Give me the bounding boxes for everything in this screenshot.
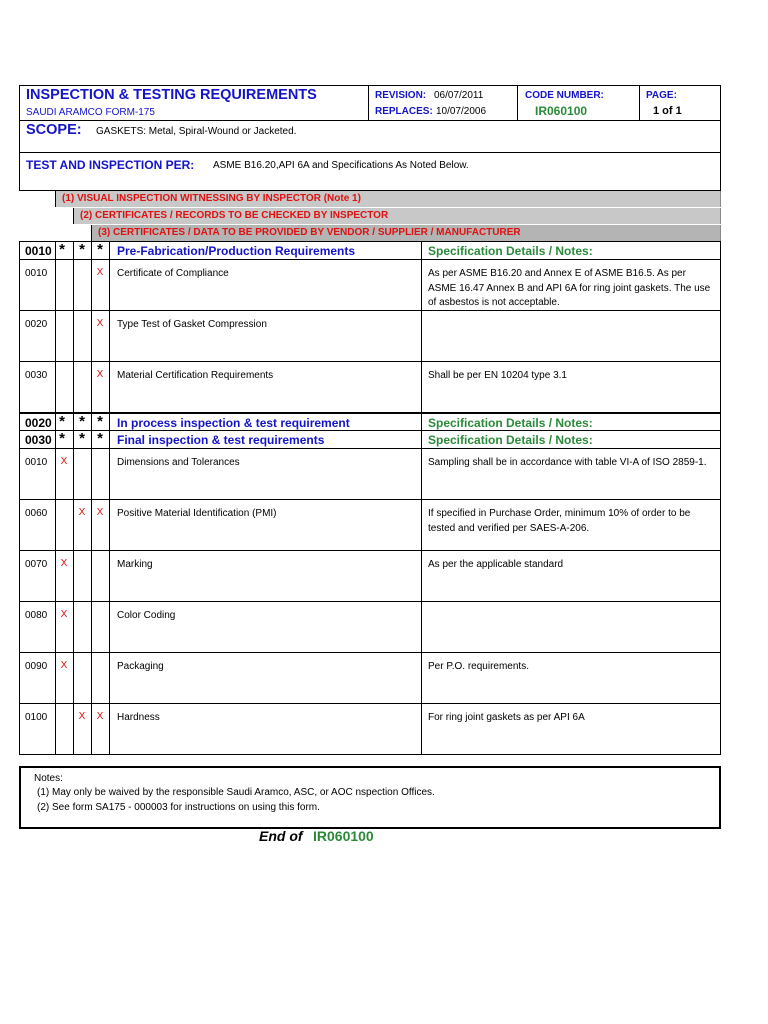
revision-label: REVISION: (375, 90, 427, 101)
form-name: SAUDI ARAMCO FORM-175 (26, 107, 155, 118)
replaces-value: 10/07/2006 (436, 106, 487, 117)
section-title: In process inspection & test requirement (117, 416, 350, 430)
x-mark-col3: X (96, 318, 104, 329)
row-code: 0100 (25, 712, 48, 723)
section-spec-title: Specification Details / Notes: (428, 433, 593, 447)
revision-value: 06/07/2011 (434, 90, 484, 101)
table-row (19, 551, 721, 602)
table-row (19, 260, 721, 311)
star-icon: * (59, 413, 65, 430)
notes-box (19, 766, 721, 829)
x-mark-col2: X (78, 507, 86, 518)
row-code: 0010 (25, 268, 48, 279)
row-code: 0080 (25, 610, 48, 621)
row-item: Dimensions and Tolerances (117, 457, 240, 468)
header-divider (517, 86, 518, 121)
code-number-value: IR060100 (535, 104, 588, 118)
page-label: PAGE: (646, 90, 677, 101)
row-item: Type Test of Gasket Compression (117, 319, 267, 330)
notes-title: Notes: (34, 773, 63, 784)
test-per-row (19, 153, 721, 191)
requirements-table (19, 241, 721, 753)
x-mark-col1: X (60, 558, 68, 569)
form-header (19, 85, 721, 121)
legend-bar-1 (55, 191, 721, 207)
row-note: As per ASME B16.20 and Annex E of ASME B16.5. As per ASME 16.47 Annex B and API 6A for ring joint gaskets. The use of asbestos is not acceptable. (428, 268, 711, 308)
note-1: (1) May only be waived by the responsible Saudi Aramco, ASC, or AOC nspection Offices. (37, 787, 435, 798)
scope-row (19, 121, 721, 153)
section-code: 0030 (25, 433, 52, 447)
row-code: 0020 (25, 319, 48, 330)
row-note: As per the applicable standard (428, 559, 564, 570)
table-row (19, 500, 721, 551)
note-2: (2) See form SA175 - 000003 for instructions on using this form. (37, 802, 320, 813)
row-code: 0060 (25, 508, 48, 519)
legend-item-3: (3) CERTIFICATES / DATA TO BE PROVIDED BY VENDOR / SUPPLIER / MANUFACTURER (98, 227, 521, 238)
x-mark-col3: X (96, 267, 104, 278)
scope-label: SCOPE: (26, 122, 82, 138)
x-mark-col3: X (96, 711, 104, 722)
star-icon: * (59, 430, 65, 447)
section-header-prefab (19, 242, 721, 260)
table-row (19, 362, 721, 413)
x-mark-col1: X (60, 609, 68, 620)
star-icon: * (79, 241, 85, 258)
star-icon: * (79, 430, 85, 447)
table-row (19, 653, 721, 704)
replaces-label: REPLACES: (375, 106, 433, 117)
test-per-label: TEST AND INSPECTION PER: (26, 158, 195, 172)
star-icon: * (97, 241, 103, 258)
section-title: Final inspection & test requirements (117, 433, 325, 447)
row-code: 0070 (25, 559, 48, 570)
x-mark-col3: X (96, 369, 104, 380)
row-item: Packaging (117, 661, 164, 672)
test-per-value: ASME B16.20,API 6A and Specifications As Noted Below. (213, 160, 469, 171)
section-header-final (19, 431, 721, 449)
code-number-label: CODE NUMBER: (525, 90, 604, 101)
end-of-code: IR060100 (313, 828, 374, 844)
section-header-inprocess (19, 413, 721, 431)
header-divider (368, 86, 369, 121)
x-mark-col1: X (60, 660, 68, 671)
legend-item-1: (1) VISUAL INSPECTION WITNESSING BY INSPECTOR (Note 1) (62, 193, 361, 204)
legend-item-2: (2) CERTIFICATES / RECORDS TO BE CHECKED BY INSPECTOR (80, 210, 389, 221)
form-title: INSPECTION & TESTING REQUIREMENTS (26, 87, 317, 103)
section-spec-title: Specification Details / Notes: (428, 416, 593, 430)
x-mark-col1: X (60, 456, 68, 467)
header-divider (639, 86, 640, 121)
row-item: Marking (117, 559, 153, 570)
x-mark-col3: X (96, 507, 104, 518)
row-item: Positive Material Identification (PMI) (117, 508, 277, 519)
row-code: 0030 (25, 370, 48, 381)
page-value: 1 of 1 (653, 105, 682, 117)
scope-value: GASKETS: Metal, Spiral-Wound or Jacketed. (96, 126, 297, 137)
section-code: 0020 (25, 416, 52, 430)
row-item: Certificate of Compliance (117, 268, 229, 279)
legend-bar-3 (91, 225, 721, 241)
row-code: 0010 (25, 457, 48, 468)
star-icon: * (79, 413, 85, 430)
row-note: For ring joint gaskets as per API 6A (428, 712, 585, 723)
table-row (19, 449, 721, 500)
section-spec-title: Specification Details / Notes: (428, 244, 593, 258)
table-row (19, 311, 721, 362)
row-code: 0090 (25, 661, 48, 672)
star-icon: * (97, 430, 103, 447)
star-icon: * (59, 241, 65, 258)
row-item: Color Coding (117, 610, 176, 621)
row-item: Material Certification Requirements (117, 370, 274, 381)
row-item: Hardness (117, 712, 160, 723)
section-code: 0010 (25, 244, 52, 258)
star-icon: * (97, 413, 103, 430)
section-title: Pre-Fabrication/Production Requirements (117, 244, 356, 258)
row-note: Per P.O. requirements. (428, 661, 529, 672)
row-note: If specified in Purchase Order, minimum 10% of order to be tested and verified per SAES-A-206. (428, 508, 691, 534)
table-row (19, 704, 721, 755)
row-note: Sampling shall be in accordance with table VI-A of ISO 2859-1. (428, 457, 707, 468)
table-row (19, 602, 721, 653)
legend-bar-2 (73, 208, 721, 224)
row-note: Shall be per EN 10204 type 3.1 (428, 370, 567, 381)
end-of-label: End of (259, 828, 303, 844)
x-mark-col2: X (78, 711, 86, 722)
